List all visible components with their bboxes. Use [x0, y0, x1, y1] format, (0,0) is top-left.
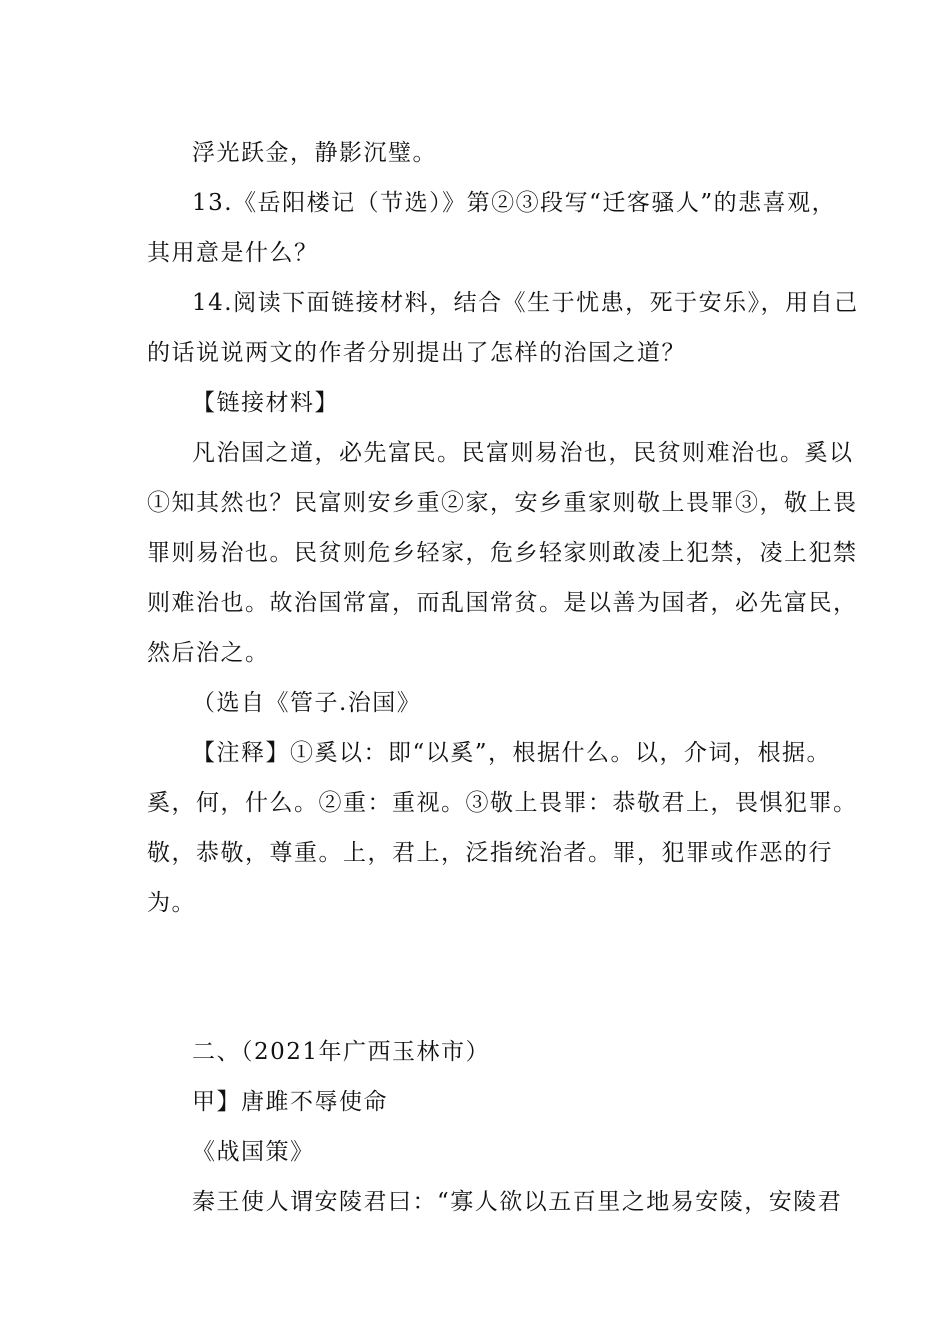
annotation-line: 敬，恭敬，尊重。上，君上，泛指统治者。罪，犯罪或作恶的行	[147, 840, 833, 866]
annotation-line: 奚，何，什么。②重：重视。③敬上畏罪：恭敬君上，畏惧犯罪。	[147, 790, 858, 816]
material-text-line: ①知其然也？民富则安乡重②家，安乡重家则敬上畏罪③，敬上畏	[147, 490, 858, 516]
annotation-line: 【注释】①奚以：即“以奚”，根据什么。以，介词，根据。	[192, 740, 832, 766]
material-text-line: 罪则易治也。民贫则危乡轻家，危乡轻家则敢凌上犯禁，凌上犯禁	[147, 540, 858, 566]
material-text-line: 凡治国之道，必先富民。民富则易治也，民贫则难治也。奚以	[192, 440, 854, 466]
question-13-line-1: 13.《岳阳楼记（节选）》第②③段写“迁客骚人”的悲喜观，	[192, 190, 837, 216]
question-14-line-1: 14.阅读下面链接材料，结合《生于忧患，死于安乐》，用自己	[192, 290, 859, 316]
material-text-line: 然后治之。	[147, 640, 270, 666]
material-text-line: 则难治也。故治国常富，而乱国常贫。是以善为国者，必先富民，	[147, 590, 858, 616]
source-citation: （选自《管子.治国》	[192, 690, 422, 716]
text-line: 秦王使人谓安陵君曰：“寡人欲以五百里之地易安陵，安陵君	[192, 1189, 843, 1215]
text-line: 浮光跃金，静影沉璧。	[192, 140, 437, 166]
text-source: 《战国策》	[192, 1139, 315, 1165]
annotation-line: 为。	[147, 890, 196, 916]
section-heading: 二、（2021年广西玉林市）	[192, 1039, 491, 1065]
question-14-line-2: 的话说说两文的作者分别提出了怎样的治国之道？	[147, 340, 686, 366]
linked-material-heading: 【链接材料】	[192, 390, 339, 416]
question-13-line-2: 其用意是什么？	[147, 240, 319, 266]
text-title: 甲】唐雎不辱使命	[192, 1089, 388, 1115]
